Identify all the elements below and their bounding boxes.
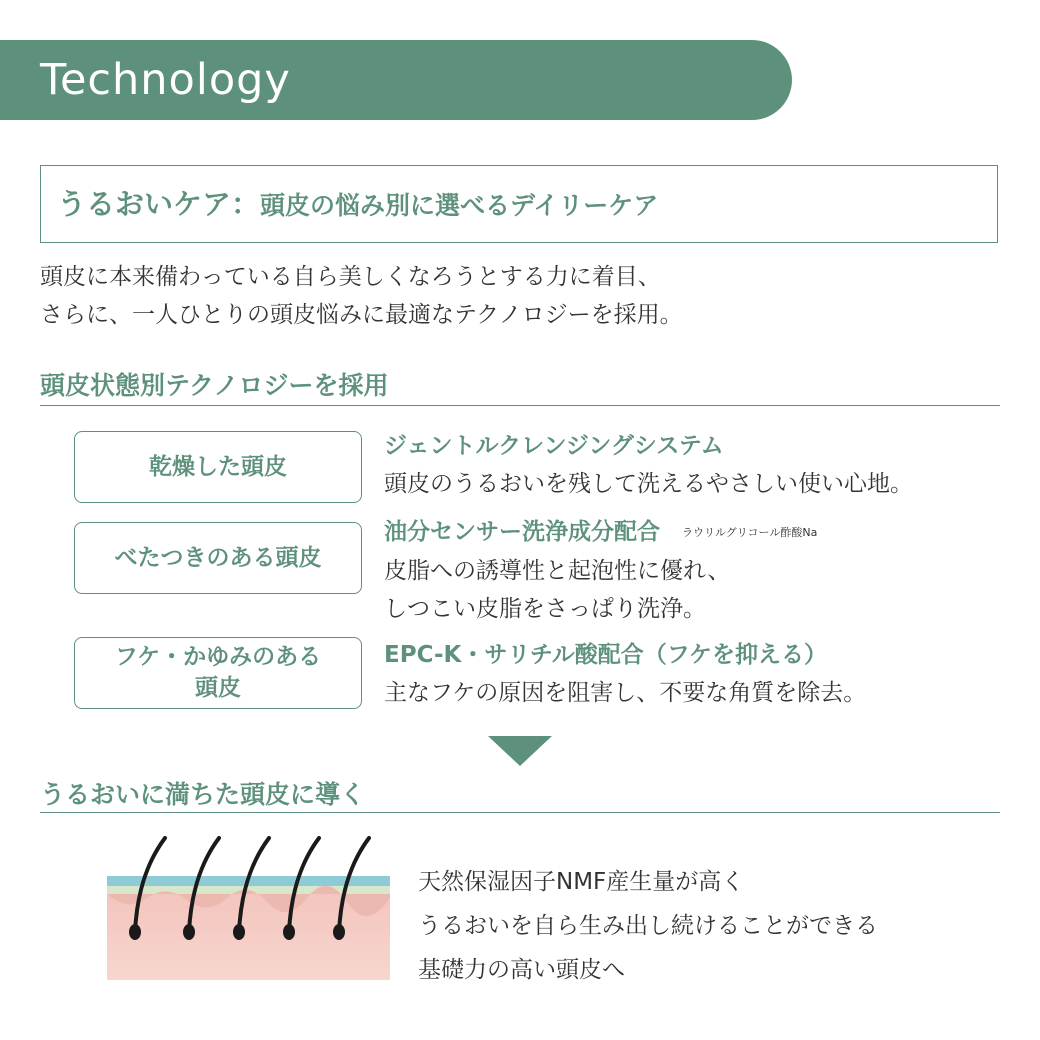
condition-label: べたつきのある頭皮	[114, 544, 322, 571]
tech-desc: 皮脂への誘導性と起泡性に優れ、	[384, 557, 731, 584]
benefit-text	[418, 860, 878, 992]
section-title-result: うるおいに満ちた頭皮に導く	[40, 780, 366, 809]
benefit-line: うるおいを自ら生み出し続けることができる	[418, 913, 878, 939]
headline-sub: 頭皮の悩み別に選べるデイリーケア	[260, 191, 659, 220]
benefit-line: 基礎力の高い頭皮へ	[418, 957, 625, 983]
tech-name: EPC-K・サリチル酸配合（フケを抑える）	[384, 642, 828, 668]
tech-item-dry	[384, 427, 913, 503]
hair-root	[283, 924, 295, 940]
down-arrow-icon	[488, 736, 552, 766]
headline-box	[40, 165, 998, 243]
tech-name: ジェントルクレンジングシステム	[384, 433, 724, 459]
condition-box-dandruff	[74, 637, 362, 709]
tech-item-oily	[384, 513, 817, 628]
section-divider	[40, 405, 1000, 406]
condition-box-oily	[74, 522, 362, 594]
intro-line: さらに、一人ひとりの頭皮悩みに最適なテクノロジーを採用。	[40, 302, 683, 328]
tech-item-dandruff	[384, 636, 866, 712]
condition-box-dry	[74, 431, 362, 503]
hair-root	[333, 924, 345, 940]
condition-label: 頭皮	[195, 675, 241, 701]
condition-label: 乾燥した頭皮	[149, 453, 287, 480]
condition-label: フケ・かゆみのある	[114, 644, 322, 670]
headline-main: うるおいケア：	[57, 187, 261, 221]
benefit-line: 天然保湿因子NMF産生量が高く	[418, 869, 745, 895]
intro-text	[40, 258, 683, 334]
tech-desc: 主なフケの原因を阻害し、不要な角質を除去。	[384, 680, 867, 706]
tech-desc: 頭皮のうるおいを残して洗えるやさしい使い心地。	[384, 471, 913, 497]
scalp-illustration	[107, 832, 390, 980]
section-divider	[40, 812, 1000, 813]
hair-root	[183, 924, 195, 940]
hair-root	[233, 924, 245, 940]
technology-banner	[0, 40, 792, 120]
intro-line: 頭皮に本来備わっている自ら美しくなろうとする力に着目、	[40, 264, 661, 290]
section-title-technologies: 頭皮状態別テクノロジーを採用	[40, 371, 389, 400]
tech-desc: しつこい皮脂をさっぱり洗浄。	[384, 595, 706, 622]
hair-root	[129, 924, 141, 940]
tech-ingredient-note: ラウリルグリコール酢酸Na	[682, 525, 818, 539]
banner-title: Technology	[40, 55, 291, 105]
tech-name: 油分センサー洗浄成分配合	[384, 519, 660, 545]
